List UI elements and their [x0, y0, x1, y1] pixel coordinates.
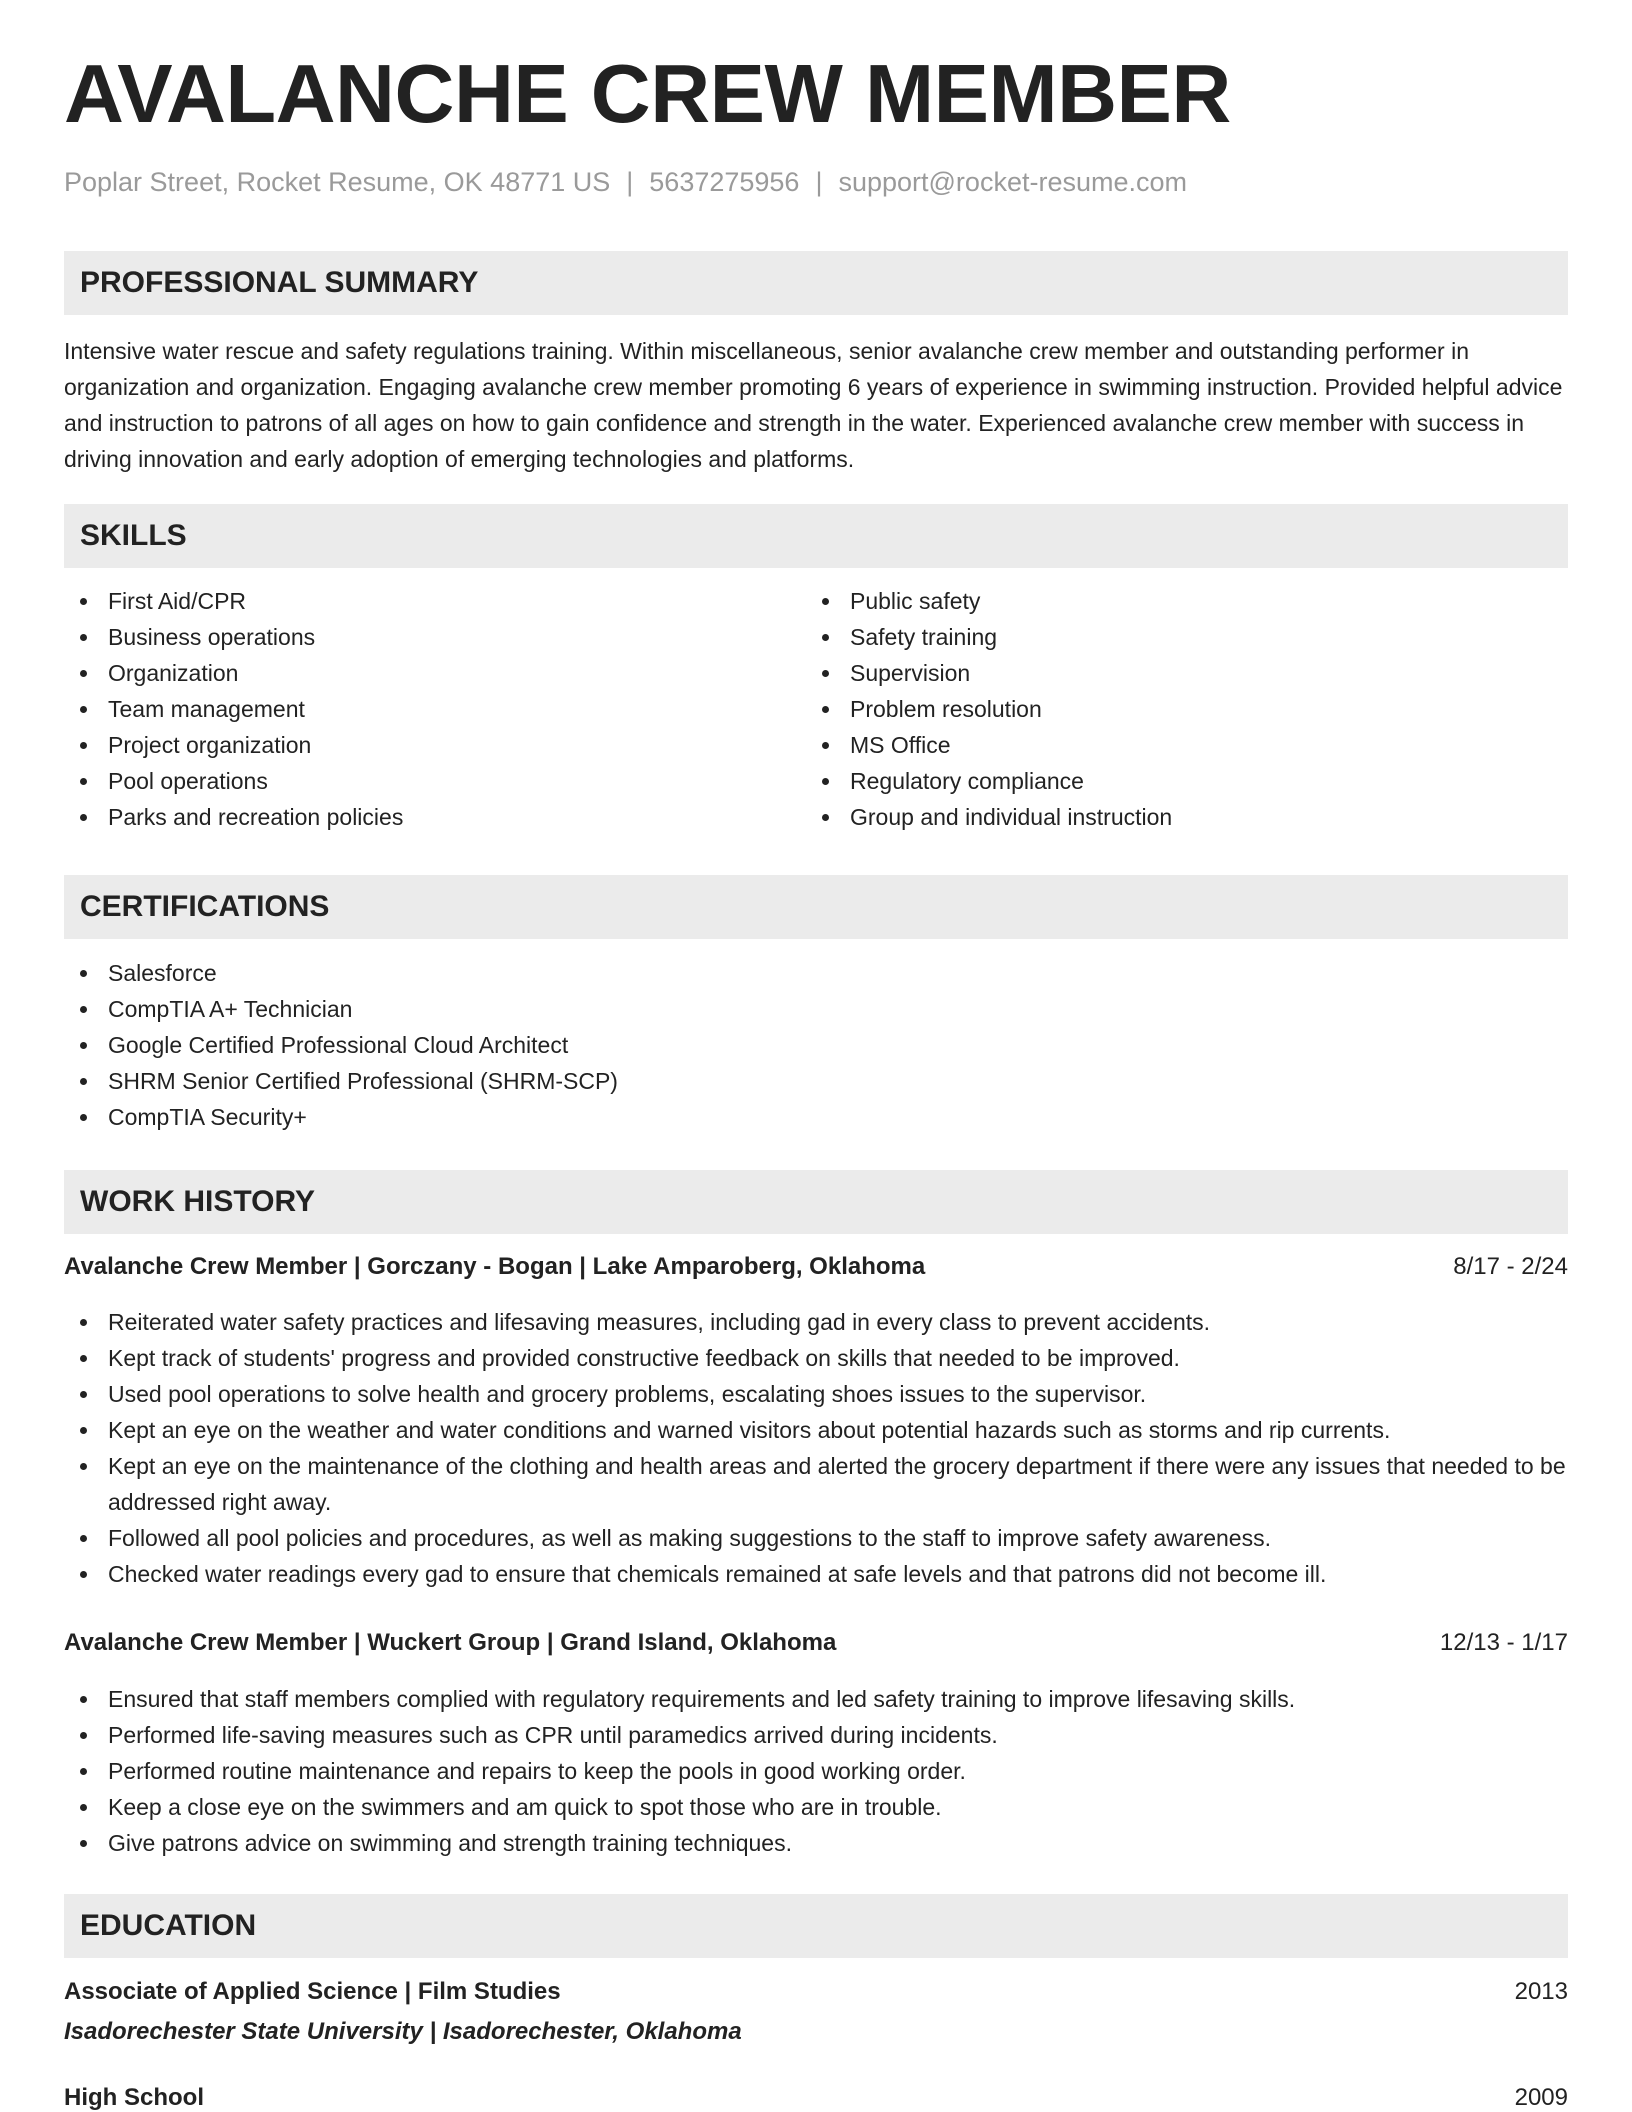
certification-item: SHRM Senior Certified Professional (SHRM-SCP) — [64, 1063, 1568, 1099]
certification-item: Salesforce — [64, 955, 1568, 991]
contact-email: support@rocket-resume.com — [838, 167, 1187, 197]
certification-item: Google Certified Professional Cloud Architect — [64, 1027, 1568, 1063]
contact-separator: | — [815, 167, 823, 197]
job-bullet: Give patrons advice on swimming and strength training techniques. — [64, 1825, 1568, 1861]
skill-item: Problem resolution — [806, 691, 1566, 727]
skill-item: Business operations — [64, 619, 797, 655]
job-bullet: Keep a close eye on the swimmers and am quick to spot those who are in trouble. — [64, 1789, 1568, 1825]
education-degree: Associate of Applied Science | Film Studies — [64, 1978, 561, 2005]
contact-line — [64, 167, 1187, 198]
education-degree: High School — [64, 2084, 204, 2111]
summary-text: Intensive water rescue and safety regulations training. Within miscellaneous, senior avalanche crew member and outstanding performer in organization and organization. Engaging avalanche crew member promoting 6 years of experience in swimming instruction. Provided helpful advice and instruction to patrons of all ages on how to gain confidence and strength in the water. Experienced avalanche crew member with success in driving innovation and early adoption of emerging technologies and platforms. — [64, 338, 1563, 472]
section-header-certifications: CERTIFICATIONS — [64, 875, 1568, 939]
contact-separator: | — [626, 167, 634, 197]
job-bullet: Checked water readings every gad to ensure that chemicals remained at safe levels and that patrons did not become ill. — [64, 1556, 1568, 1592]
skill-item: Supervision — [806, 655, 1566, 691]
skill-item: Regulatory compliance — [806, 763, 1566, 799]
section-header-work-history: WORK HISTORY — [64, 1170, 1568, 1234]
skills-list-right — [806, 583, 1566, 835]
skill-item: Public safety — [806, 583, 1566, 619]
skill-item: Organization — [64, 655, 797, 691]
job-bullet: Ensured that staff members complied with regulatory requirements and led safety training to improve lifesaving skills. — [64, 1681, 1568, 1717]
job-title: Avalanche Crew Member | Wuckert Group | Grand Island, Oklahoma — [64, 1629, 837, 1656]
skill-item: MS Office — [806, 727, 1566, 763]
skill-item: Team management — [64, 691, 797, 727]
job-title: Avalanche Crew Member | Gorczany - Bogan | Lake Amparoberg, Oklahoma — [64, 1253, 926, 1280]
skill-item: First Aid/CPR — [64, 583, 797, 619]
skill-item: Pool operations — [64, 763, 797, 799]
skill-item: Project organization — [64, 727, 797, 763]
certification-item: CompTIA A+ Technician — [64, 991, 1568, 1027]
section-header-skills: SKILLS — [64, 504, 1568, 568]
job-bullet: Reiterated water safety practices and lifesaving measures, including gad in every class to prevent accidents. — [64, 1304, 1568, 1340]
job-bullet: Kept an eye on the maintenance of the clothing and health areas and alerted the grocery department if there were any issues that needed to be addressed right away. — [64, 1448, 1568, 1520]
skill-item: Group and individual instruction — [806, 799, 1566, 835]
section-header-summary: PROFESSIONAL SUMMARY — [64, 251, 1568, 315]
certifications-list — [64, 955, 1568, 1135]
education-school: Isadorechester State University | Isadorechester, Oklahoma — [64, 2018, 742, 2045]
job-bullet: Followed all pool policies and procedures, as well as making suggestions to the staff to improve safety awareness. — [64, 1520, 1568, 1556]
job-dates: 12/13 - 1/17 — [1439, 1629, 1568, 1656]
job-bullet: Used pool operations to solve health and grocery problems, escalating shoes issues to the supervisor. — [64, 1376, 1568, 1412]
job-bullet: Kept track of students' progress and provided constructive feedback on skills that needed to be improved. — [64, 1340, 1568, 1376]
certification-item: CompTIA Security+ — [64, 1099, 1568, 1135]
job-bullet: Kept an eye on the weather and water conditions and warned visitors about potential hazards such as storms and rip currents. — [64, 1412, 1568, 1448]
job-bullets — [64, 1681, 1568, 1861]
skills-list-left — [64, 583, 797, 835]
education-year: 2013 — [1514, 1978, 1568, 2005]
contact-phone: 5637275956 — [649, 167, 800, 197]
contact-address: Poplar Street, Rocket Resume, OK 48771 US — [64, 167, 611, 197]
skill-item: Parks and recreation policies — [64, 799, 797, 835]
education-year: 2009 — [1514, 2084, 1568, 2111]
section-header-education: EDUCATION — [64, 1894, 1568, 1958]
candidate-name: AVALANCHE CREW MEMBER — [64, 47, 1231, 140]
job-bullet: Performed routine maintenance and repairs to keep the pools in good working order. — [64, 1753, 1568, 1789]
job-bullet: Performed life-saving measures such as CPR until paramedics arrived during incidents. — [64, 1717, 1568, 1753]
job-dates: 8/17 - 2/24 — [1453, 1253, 1568, 1280]
skill-item: Safety training — [806, 619, 1566, 655]
job-bullets — [64, 1304, 1568, 1592]
